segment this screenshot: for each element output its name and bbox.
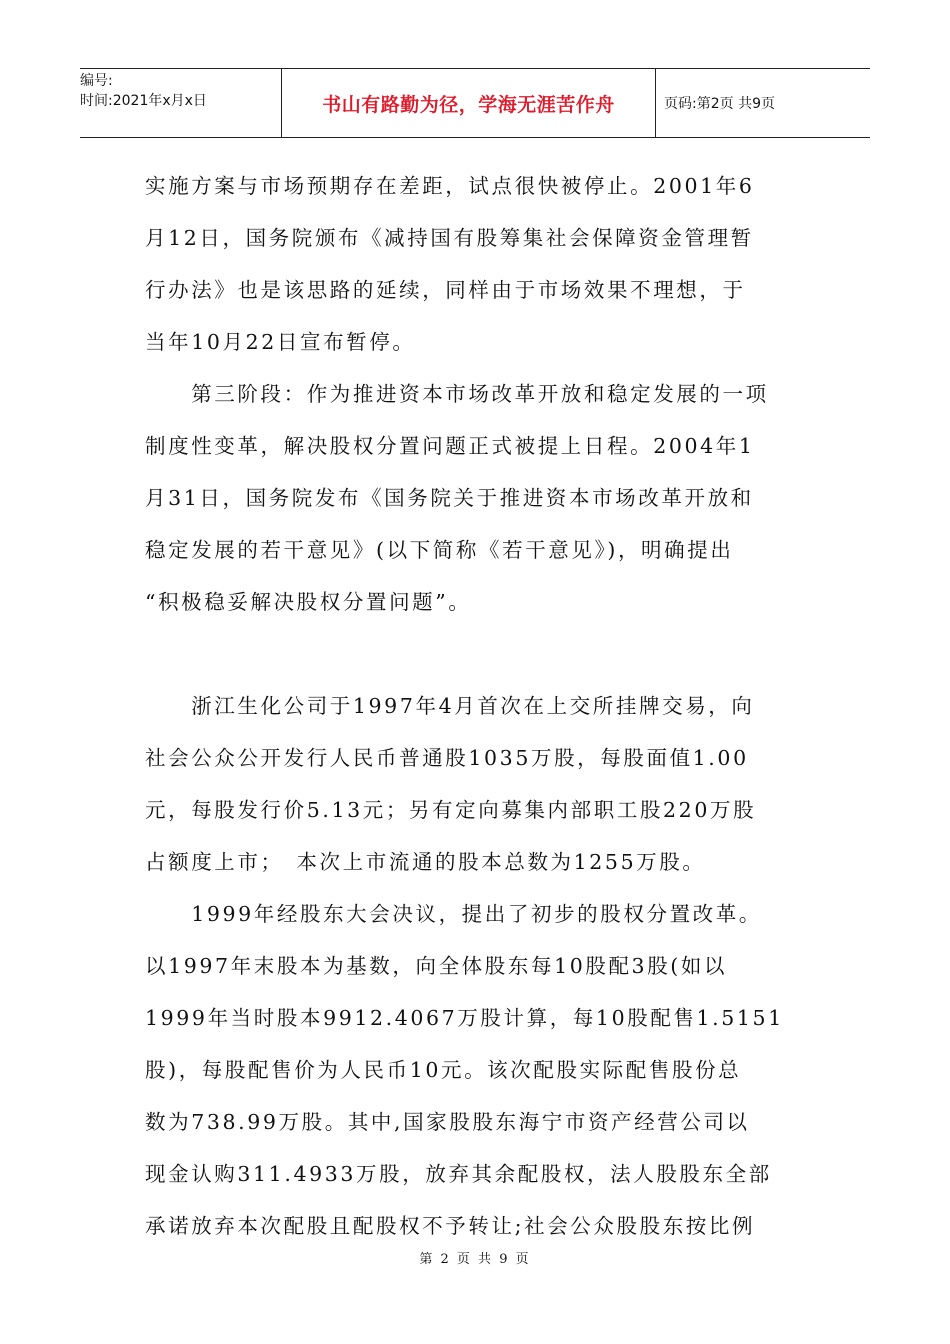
text-line: 月12日，国务院颁布《减持国有股筹集社会保障资金管理暂 — [145, 226, 754, 250]
text-line: 现金认购311.4933万股，放弃其余配股权，法人股股东全部 — [145, 1162, 772, 1186]
text-line: 1999年经股东大会决议，提出了初步的股权分置改革。 — [145, 902, 762, 926]
paragraph-spacer — [145, 628, 805, 680]
text-line: 1999年当时股本9912.4067万股计算，每10股配售1.5151 — [145, 1006, 784, 1030]
text-line: 以1997年末股本为基数，向全体股东每10股配3股(如以 — [145, 954, 728, 978]
text-line: 承诺放弃本次配股且配股权不予转让;社会公众股股东按比例 — [145, 1214, 756, 1238]
text-line: 数为738.99万股。其中,国家股股东海宁市资产经营公司以 — [145, 1110, 750, 1134]
text-line: 月31日，国务院发布《国务院关于推进资本市场改革开放和 — [145, 486, 754, 510]
text-line: 浙江生化公司于1997年4月首次在上交所挂牌交易，向 — [145, 694, 755, 718]
page-header — [80, 68, 870, 138]
document-body — [145, 160, 805, 1252]
text-line: 社会公众公开发行人民币普通股1035万股，每股面值1.00 — [145, 746, 749, 770]
header-page-label: 页码:第2页 共9页 — [664, 96, 775, 112]
paragraph-1 — [145, 160, 805, 368]
header-meta — [80, 69, 282, 137]
text-line: 元，每股发行价5.13元；另有定向募集内部职工股220万股 — [145, 798, 757, 822]
text-line: “积极稳妥解决股权分置问题”。 — [145, 590, 472, 614]
text-line: 稳定发展的若干意见》(以下简称《若干意见》)，明确提出 — [145, 538, 734, 562]
paragraph-4 — [145, 888, 805, 1252]
paragraph-3 — [145, 680, 805, 888]
text-line: 实施方案与市场预期存在差距，试点很快被停止。2001年6 — [145, 174, 755, 198]
text-line: 制度性变革，解决股权分置问题正式被提上日程。2004年1 — [145, 434, 755, 458]
document-number-label: 编号: — [80, 73, 113, 89]
text-line: 当年10月22日宣布暂停。 — [145, 330, 416, 354]
text-line: 占额度上市； 本次上市流通的股本总数为1255万股。 — [145, 850, 706, 874]
text-line: 行办法》也是该思路的延续，同样由于市场效果不理想，于 — [145, 278, 746, 302]
text-line: 股)，每股配售价为人民币10元。该次配股实际配售股份总 — [145, 1058, 742, 1082]
document-date-label: 时间:2021年x月x日 — [80, 93, 207, 109]
paragraph-2 — [145, 368, 805, 628]
header-motto: 书山有路勤为径，学海无涯苦作舟 — [282, 69, 656, 137]
page-footer: 第 2 页 共 9 页 — [419, 1252, 531, 1267]
text-line: 第三阶段：作为推进资本市场改革开放和稳定发展的一项 — [145, 382, 769, 406]
